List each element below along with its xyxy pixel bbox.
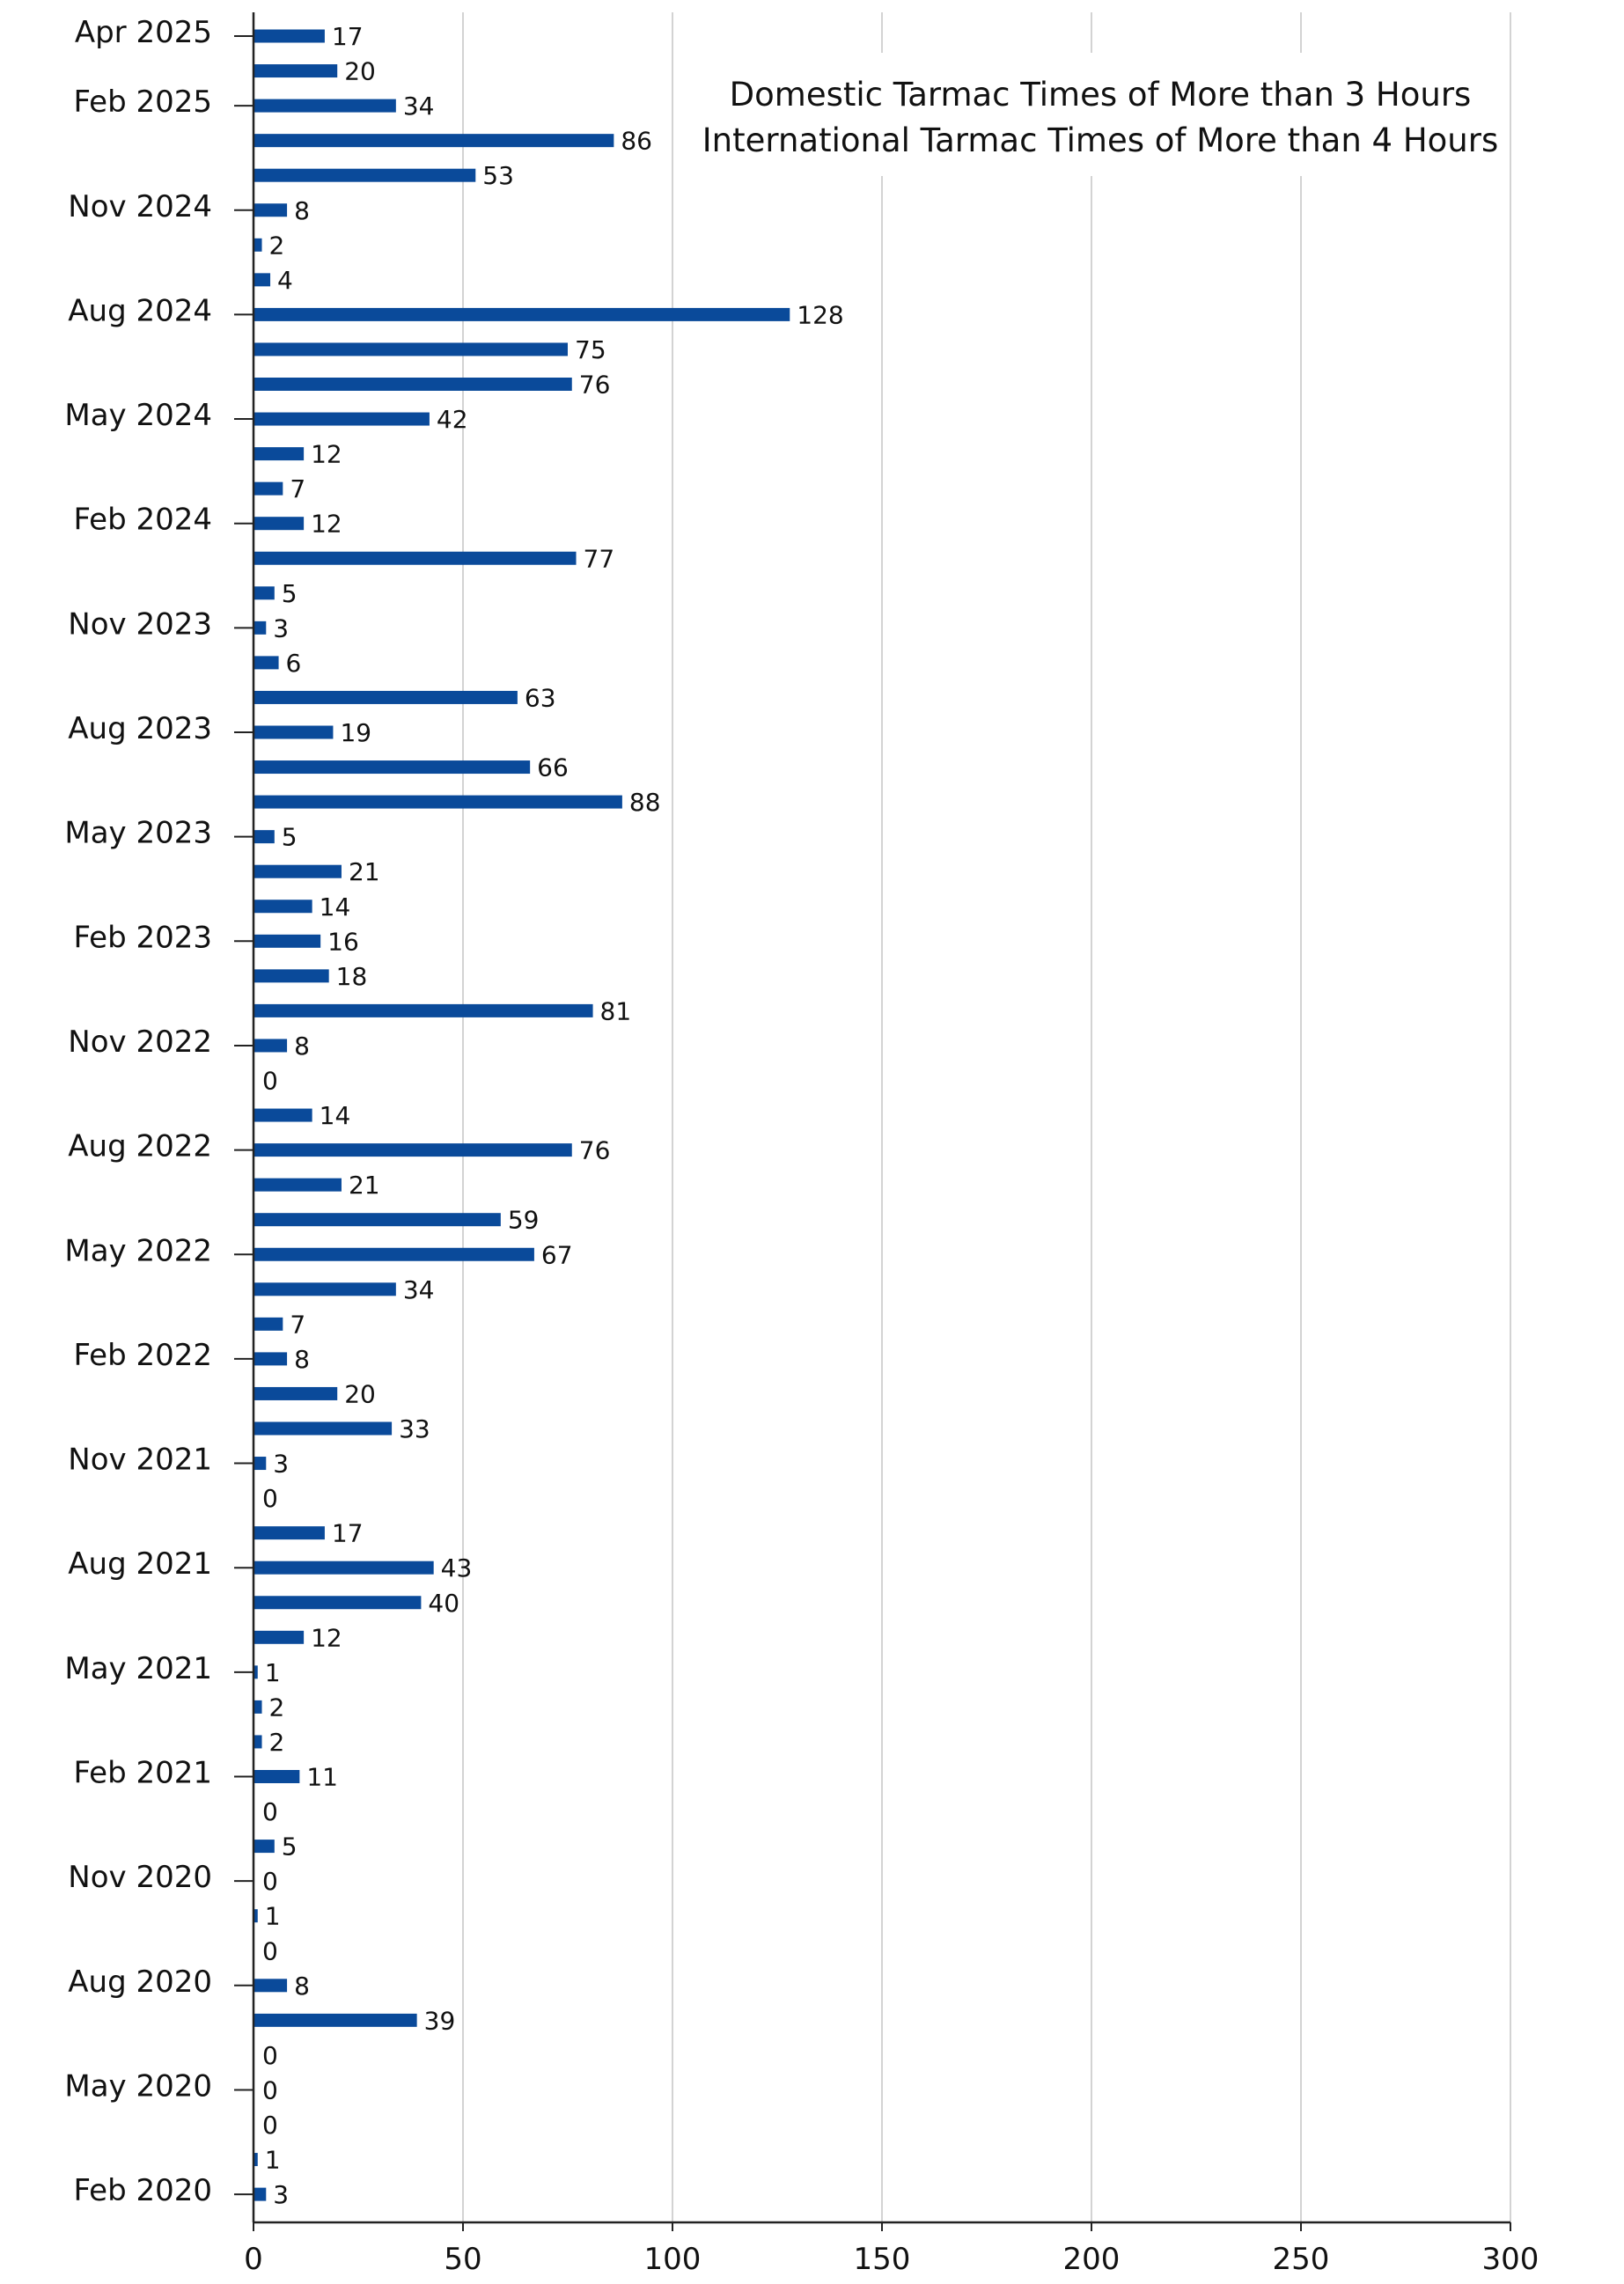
- bar: [254, 1248, 534, 1261]
- bar: [254, 308, 790, 321]
- bar: [254, 1631, 304, 1644]
- data-label: 43: [440, 1553, 473, 1583]
- x-tick-label: 0: [244, 2242, 263, 2277]
- x-tick-label: 150: [853, 2242, 911, 2277]
- data-label: 0: [262, 2111, 278, 2140]
- x-axis: [244, 2222, 1539, 2277]
- y-tick-label: Aug 2023: [68, 711, 212, 746]
- bar: [254, 1457, 266, 1470]
- data-label: 1: [264, 2145, 281, 2175]
- data-label: 14: [319, 1101, 351, 1131]
- data-label: 16: [327, 927, 359, 957]
- data-label: 63: [524, 683, 556, 713]
- legend-line-domestic: Domestic Tarmac Times of More than 3 Hours: [729, 76, 1472, 114]
- bar: [254, 760, 530, 774]
- data-label: 18: [335, 961, 368, 991]
- data-label: 53: [482, 161, 514, 191]
- data-label: 12: [311, 509, 342, 539]
- data-label: 4: [277, 265, 293, 295]
- data-label: 0: [262, 1797, 278, 1827]
- bar: [254, 239, 262, 252]
- y-tick-label: May 2020: [64, 2068, 212, 2104]
- data-label: 75: [575, 334, 606, 364]
- data-label: 128: [797, 300, 844, 330]
- data-label: 3: [273, 2180, 290, 2210]
- bar: [254, 1282, 396, 1296]
- data-label: 1: [264, 1657, 281, 1687]
- bar: [254, 1109, 312, 1122]
- bar: [254, 1004, 593, 1017]
- bar: [254, 517, 304, 530]
- y-tick-label: May 2021: [64, 1650, 212, 1686]
- data-label: 5: [281, 1832, 298, 1862]
- data-label: 2: [268, 1727, 285, 1757]
- data-label: 40: [428, 1588, 460, 1618]
- bar: [254, 1700, 262, 1714]
- data-label: 67: [540, 1240, 573, 1270]
- legend-line-international: International Tarmac Times of More than 4 Hours: [702, 121, 1499, 159]
- gridlines: [463, 12, 1510, 2222]
- data-label: 14: [319, 892, 351, 922]
- x-tick-label: 300: [1481, 2242, 1539, 2277]
- data-label: 86: [621, 126, 653, 156]
- bar: [254, 134, 614, 147]
- y-axis: [64, 12, 254, 2222]
- data-label: 34: [402, 92, 435, 121]
- data-label: 2: [268, 231, 285, 261]
- bar: [254, 621, 266, 635]
- data-label: 59: [507, 1205, 540, 1235]
- y-tick-label: Feb 2023: [73, 920, 212, 956]
- bar: [254, 1422, 392, 1436]
- data-label: 7: [290, 474, 306, 504]
- data-label: 6: [285, 648, 302, 678]
- data-label: 81: [599, 996, 632, 1026]
- data-label: 19: [340, 718, 372, 747]
- data-label: 2: [268, 1693, 285, 1722]
- data-label: 66: [537, 753, 569, 782]
- y-tick-label: Feb 2024: [73, 502, 212, 538]
- bar: [254, 1352, 287, 1365]
- bar: [254, 2014, 417, 2027]
- bar: [254, 99, 396, 113]
- data-label: 17: [331, 1518, 364, 1548]
- data-label: 5: [281, 578, 298, 608]
- data-label: 7: [290, 1310, 306, 1340]
- data-label: 3: [273, 613, 290, 643]
- data-label: 76: [578, 370, 611, 400]
- y-tick-label: May 2022: [64, 1233, 212, 1269]
- y-tick-label: Nov 2020: [68, 1860, 212, 1896]
- x-tick-label: 200: [1062, 2242, 1121, 2277]
- data-label: 8: [294, 1031, 310, 1061]
- bar: [254, 900, 312, 913]
- data-label: 20: [344, 56, 376, 86]
- x-tick-label: 250: [1272, 2242, 1330, 2277]
- data-label: 77: [583, 544, 615, 574]
- y-tick-label: Nov 2023: [68, 606, 212, 643]
- bar: [254, 30, 325, 43]
- data-label: 11: [306, 1762, 339, 1792]
- bar: [254, 691, 518, 704]
- bar: [254, 1770, 299, 1783]
- chart-legend: [695, 53, 1505, 176]
- bar: [254, 1596, 421, 1609]
- bar: [254, 64, 337, 77]
- data-label: 21: [348, 1171, 380, 1201]
- bar: [254, 552, 577, 565]
- data-label: 1: [264, 1901, 281, 1931]
- data-label: 88: [628, 788, 661, 818]
- data-label: 12: [311, 439, 342, 469]
- data-label: 39: [423, 2006, 456, 2036]
- data-label: 0: [262, 1066, 278, 1096]
- y-tick-label: Nov 2024: [68, 188, 212, 224]
- data-label: 76: [578, 1135, 611, 1165]
- bar: [254, 726, 333, 739]
- x-tick-label: 100: [643, 2242, 702, 2277]
- y-tick-label: Aug 2020: [68, 1964, 212, 2000]
- bar: [254, 1143, 572, 1157]
- y-tick-label: Aug 2021: [68, 1546, 212, 1583]
- bar: [254, 796, 622, 809]
- y-tick-label: Nov 2021: [68, 1442, 212, 1478]
- data-label: 0: [262, 1936, 278, 1966]
- bar: [254, 1979, 287, 1992]
- bar: [254, 1387, 337, 1400]
- bar: [254, 1840, 275, 1853]
- bar: [254, 447, 304, 460]
- y-tick-label: Aug 2024: [68, 293, 212, 329]
- bar: [254, 2188, 266, 2201]
- y-tick-label: Apr 2025: [74, 15, 212, 50]
- data-label: 17: [331, 22, 364, 51]
- data-label: 42: [436, 405, 468, 435]
- y-tick-label: Feb 2021: [73, 1755, 212, 1791]
- data-label: 33: [399, 1414, 430, 1443]
- bar: [254, 1526, 325, 1539]
- data-label: 8: [294, 195, 310, 225]
- bar: [254, 1318, 283, 1331]
- y-tick-label: Aug 2022: [68, 1128, 212, 1164]
- data-label: 8: [294, 1344, 310, 1374]
- x-tick-label: 50: [444, 2242, 482, 2277]
- bar: [254, 203, 287, 217]
- data-label: 0: [262, 1484, 278, 1514]
- bar: [254, 656, 279, 669]
- bar: [254, 969, 329, 982]
- y-tick-label: May 2023: [64, 815, 212, 851]
- bar: [254, 1213, 501, 1226]
- bar: [254, 1735, 262, 1748]
- y-tick-label: Feb 2020: [73, 2173, 212, 2209]
- bar: [254, 413, 430, 426]
- bar: [254, 830, 275, 843]
- bar: [254, 1561, 434, 1575]
- data-label: 21: [348, 857, 380, 887]
- bar: [254, 1179, 342, 1192]
- bar: [254, 865, 342, 878]
- data-label: 34: [402, 1274, 435, 1304]
- y-tick-label: Feb 2022: [73, 1337, 212, 1373]
- data-label: 5: [281, 822, 298, 852]
- bar: [254, 586, 275, 599]
- bar: [254, 169, 475, 182]
- bar: [254, 935, 320, 948]
- bar: [254, 273, 270, 286]
- data-label: 0: [262, 2075, 278, 2105]
- bar: [254, 482, 283, 496]
- y-tick-label: May 2024: [64, 398, 212, 434]
- data-label: 0: [262, 1867, 278, 1897]
- bar: [254, 1039, 287, 1052]
- bar: [254, 342, 568, 356]
- data-label: 8: [294, 1971, 310, 2001]
- data-label: 3: [273, 1449, 290, 1479]
- y-tick-label: Nov 2022: [68, 1024, 212, 1060]
- bar: [254, 378, 572, 391]
- y-tick-label: Feb 2025: [73, 84, 212, 121]
- data-label: 0: [262, 2040, 278, 2070]
- data-label: 20: [344, 1379, 376, 1409]
- data-label: 12: [311, 1623, 342, 1653]
